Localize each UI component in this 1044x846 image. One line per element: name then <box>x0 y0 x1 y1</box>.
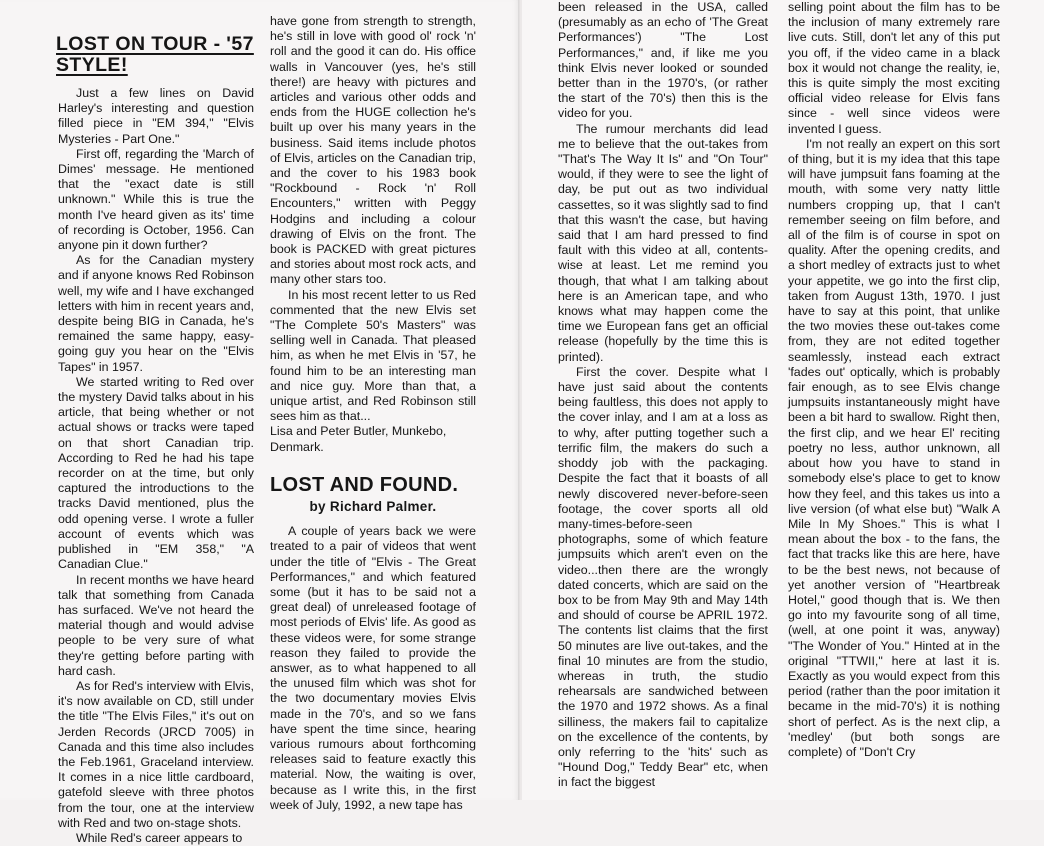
column-4 <box>788 0 1000 800</box>
paragraph: In his most recent letter to us Red commented that the new Elvis set "The Complete 50's Masters" was selling well in Canada. That pleased him, as when he met Elvis in '57, he found him to be an interesting man and nice guy. More than that, a unique artist, and Red Robinson still sees him as that... <box>270 287 476 424</box>
right-page <box>522 0 1044 800</box>
letter-signature: Lisa and Peter Butler, Munkebo, Denmark. <box>270 424 447 454</box>
paragraph: As for the Canadian mystery and if anyone knows Red Robinson well, my wife and I have exchanged letters with him in recent years and, despite being BIG in Canada, he's remained the same happy, easy-going guy you hear on the "Elvis Tapes" in 1957. <box>58 253 254 374</box>
paragraph: The rumour merchants did lead me to believe that the out-takes from "That's The Way It Is" and "On Tour" would, if they were to see the light of day, be put out as two individual cassettes, so it was slightly sad to find that this wasn't the case, but having said that I am hard pressed to find fault with this video at all, contents-wise at least. Let me remind you though, that what I am talking about here is an American tape, and who knows what may happen come the time we European fans get an official release (hopefully by the time this is printed). <box>558 121 768 364</box>
paragraph: I'm not really an expert on this sort of thing, but it is my idea that this tape will have jumpsuit fans foaming at the mouth, with some very natty little numbers cropping up, that I can't remember seeing on film before, and all of the film is of course in spot on quality. After the opening credits, and a short medley of extracts just to whet your appetite, we go into the first clip, taken from August 13th, 1970. I just have to say at this point, that unlike the two movies these out-takes come from, they are not edited together seamlessly, instead each extract 'fades out' optically, which is probably fair enough, as to see Elvis change jumpsuits instantaneously might have been a bit hard to swallow. Right then, the first clip, and we hear El' reciting poetry no less, author unknown, all about how you have to stand in somebody else's place to get to know how they feel, and this takes us into a live version (of what else but) "Walk A Mile In My Shoes." This is what I mean about the box - to the fans, the fact that tracks like this are here, have to be the best news, not because of yet another version of "Heartbreak Hotel," good though that is. We then go into my favourite song of all time, (well, at one point it was, anyway) "The Wonder of You." Hinted at in the original "TTWII," here at last it is. Exactly as you would expect from this period (rather than the poor imitation it became in the mid-70's) it is nothing short of perfect. As is the next clip, a 'medley' (but both songs are complete) of "Don't Cry <box>788 136 1000 759</box>
column-1 <box>56 33 254 845</box>
paragraph: As for Red's interview with Elvis, it's now available on CD, still under the title "The Elvis Files," it's out on Jerden Records (JRCD 7005) in Canada and this time also includes the Feb.1961, Graceland interview. It comes in a nice little cardboard, gatefold sleeve with three photos from the tour, one at the interview with Red and two on-stage shots. <box>58 678 254 830</box>
column-2 <box>270 14 476 814</box>
article-headline-lost-on-tour: LOST ON TOUR - '57 STYLE! <box>56 33 254 76</box>
paragraph: selling point about the film has to be the inclusion of many extremely rare live cuts. Still, don't let any of this put you off, if the video came in a black box it would not change the reality, ie, this is quite simply the most exciting official video release for Elvis fans since - well since videos were invented I guess. <box>788 0 1000 136</box>
column-1-body <box>56 86 254 846</box>
paragraph: First off, regarding the 'March of Dimes' message. He mentioned that the "exact date is still unknown." While this is true the month I've heard given as its' time of recording is October, 1956. Can anyone pin it down further? <box>58 146 254 253</box>
paragraph: Just a few lines on David Harley's interesting and question filled piece in "EM 394," "Elvis Mysteries - Part One." <box>58 86 254 146</box>
paragraph: A couple of years back we were treated to a pair of videos that went under the title of "Elvis - The Great Performances," and which featured some (but it has to be said not a great deal) of unreleased footage of most periods of Elvis' life. As good as these videos were, for some strange reason they failed to provide the answer, as to what happened to all the unused film which was shot for the two documentary movies Elvis made in the 70's, and so we fans have spent the time since, hearing various rumours about forthcoming releases said to feature exactly this material. Now, the waiting is over, because as I write this, in the first week of July, 1992, a new tape has <box>270 524 476 812</box>
paragraph: We started writing to Red over the mystery David talks about in his article, that being whether or not actual shows or tracks were taped on that short Canadian trip. According to Red he had his tape recorder on at the time, but only captured the introductions to the tracks David mentioned, plus the odd opening verse. I wrote a fuller account of events which was published in "EM 358," "A Canadian Clue." <box>58 374 254 572</box>
paragraph: been released in the USA, called (presumably as an echo of 'The Great Performances') "The Lost Performances," and, if like me you think Elvis never looked or sounded better than in the 1970's, (or rather the start of the 70's) then this is the video for you. <box>558 0 768 121</box>
article-headline-lost-and-found: LOST AND FOUND. <box>270 473 459 496</box>
paragraph: In recent months we have heard talk that something from Canada has surfaced. We've not heard the material though and would advise people to be very sure of what they're getting before parting with hard cash. <box>58 572 254 678</box>
article-byline: by Richard Palmer. <box>309 498 437 514</box>
left-page <box>0 0 520 845</box>
paragraph: First the cover. Despite what I have just said about the contents being faultless, this does not apply to the cover inlay, and I am at a loss as to why, after putting together such a terrific film, the makers do such a shoddy job with the packaging. Despite the fact that it boasts of all newly discovered never-before-seen footage, the cover sports all old many-times-before-seen photographs, some of which feature jumpsuits which aren't even on the video...then there are the wrongly dated concerts, which are said on the box to be from May 9th and May 14th and should of course be APRIL 1972. The contents list claims that the first 50 minutes are live out-takes, and the final 10 minutes are from the studio, whereas in truth, the studio rehearsals are sandwiched between the 1970 and 1972 shows. As a final silliness, the makers fail to capitalize on the excellence of the contents, by only referring to the 'hits' such as "Hound Dog," Teddy Bear" etc, when in fact the biggest <box>558 364 768 790</box>
paragraph: While Red's career appears to <box>76 830 243 845</box>
paragraph: have gone from strength to strength, he's still in love with good ol' rock 'n' roll and the good it can do. His office walls in Vancouver (yes, he's still there!) are heavy with pictures and articles and various other odds and ends from the HUGE collection he's built up over his many years in the business. Said items include photos of Elvis, articles on the Canadian trip, and the cover to his 1983 book "Rockbound - Rock 'n' Roll Encounters," written with Peggy Hodgins and including a colour drawing of Elvis on the front. The book is PACKED with great pictures and stories about most rock acts, and many other stars too. <box>270 14 476 287</box>
column-3 <box>558 0 768 800</box>
